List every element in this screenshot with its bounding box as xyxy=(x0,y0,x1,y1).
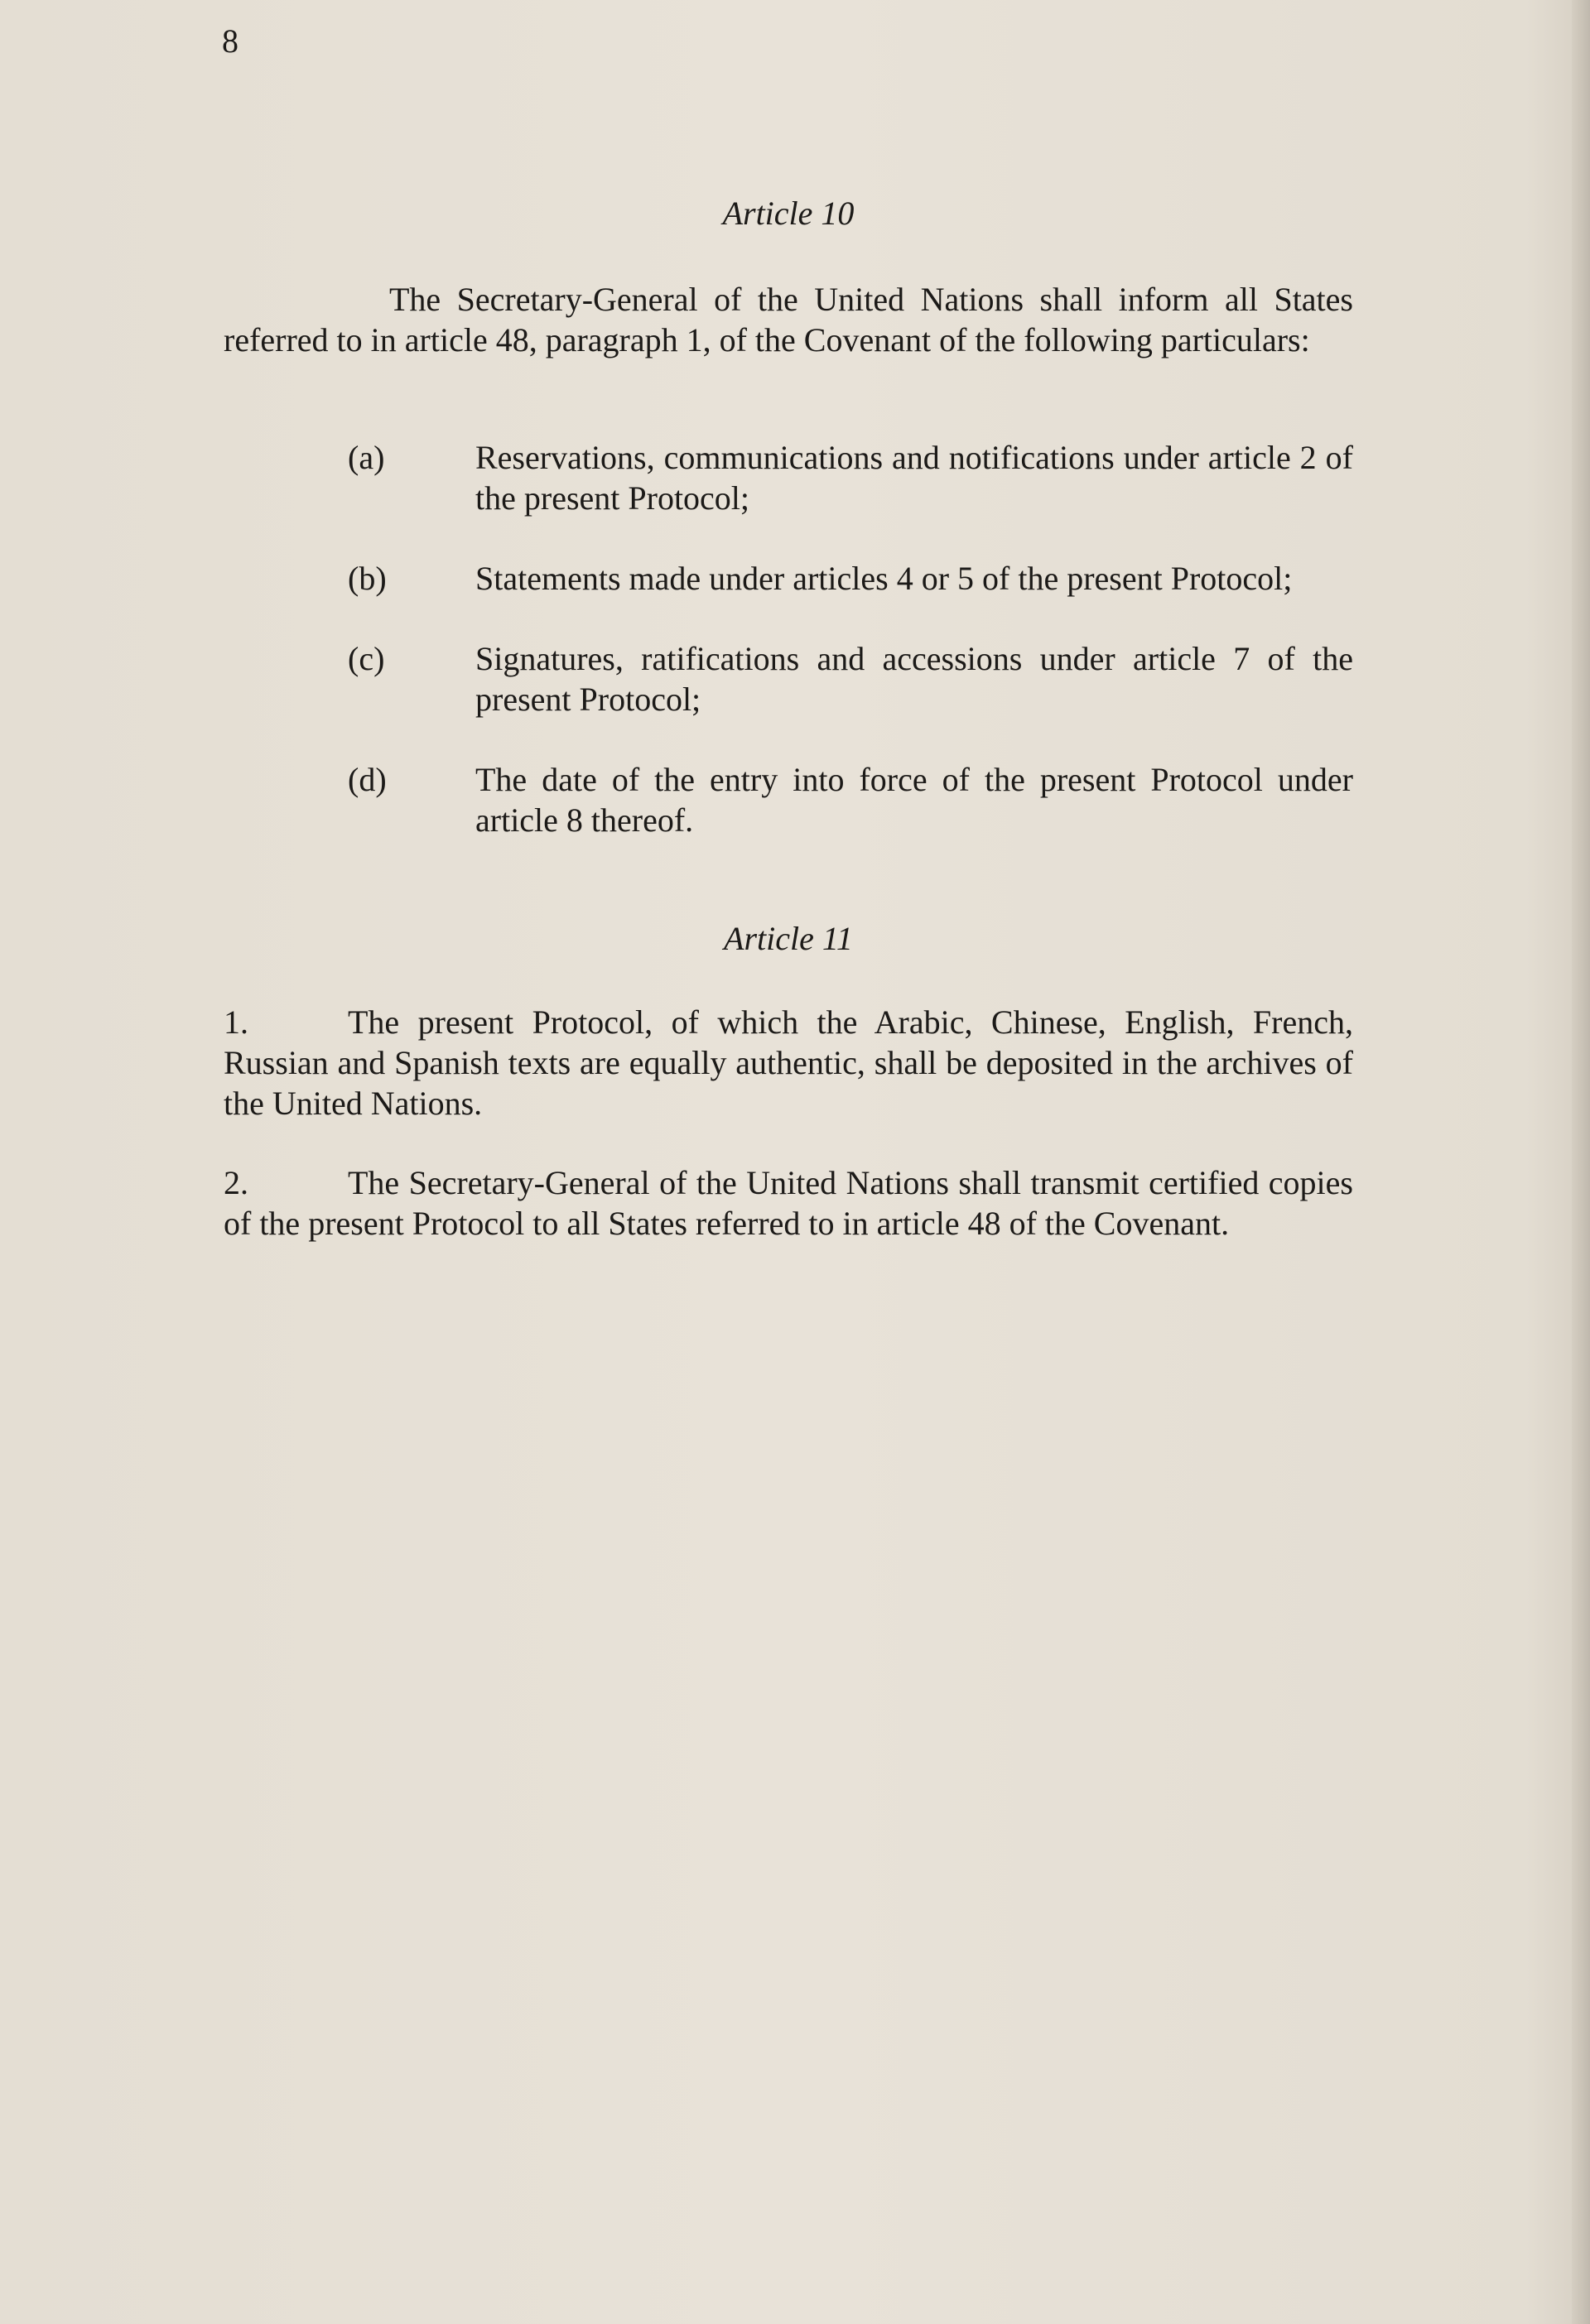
article-11-paragraph-1 xyxy=(224,1002,1353,1124)
list-item-text: Signatures, ratifications and accessions under article 7 of the present Protocol; xyxy=(475,640,1353,718)
list-item-label: (d) xyxy=(348,761,387,798)
paragraph-number: 2. xyxy=(224,1164,248,1201)
list-item-label: (a) xyxy=(348,439,385,476)
paragraph-number: 1. xyxy=(224,1003,248,1041)
page-edge-shadow xyxy=(1572,0,1590,2324)
paragraph-text: The Secretary-General of the United Nations shall transmit certified copies of the present Protocol to all States referred to in article 48 of the Covenant. xyxy=(224,1164,1353,1242)
list-item-label: (b) xyxy=(348,560,387,597)
list-item-text: Reservations, communications and notifications under article 2 of the present Protocol; xyxy=(475,439,1353,517)
list-item-label: (c) xyxy=(348,640,385,677)
list-item-text: Statements made under articles 4 or 5 of the present Protocol; xyxy=(475,560,1293,597)
paragraph-text: The present Protocol, of which the Arabic, Chinese, English, French, Russian and Spanish texts are equally authentic, shall be deposited in the archives of the United Nations. xyxy=(224,1003,1353,1122)
article-10-intro-text: The Secretary-General of the United Nations shall inform all States referred to in article 48, paragraph 1, of the Covenant of the following particulars: xyxy=(224,281,1353,358)
page-number: 8 xyxy=(222,22,238,60)
article-10-heading: Article 10 xyxy=(722,195,855,232)
article-11-heading: Article 11 xyxy=(724,920,853,957)
list-item-text: The date of the entry into force of the present Protocol under article 8 thereof. xyxy=(475,761,1353,839)
article-11-paragraph-2 xyxy=(224,1162,1353,1244)
article-10-intro xyxy=(224,279,1353,360)
